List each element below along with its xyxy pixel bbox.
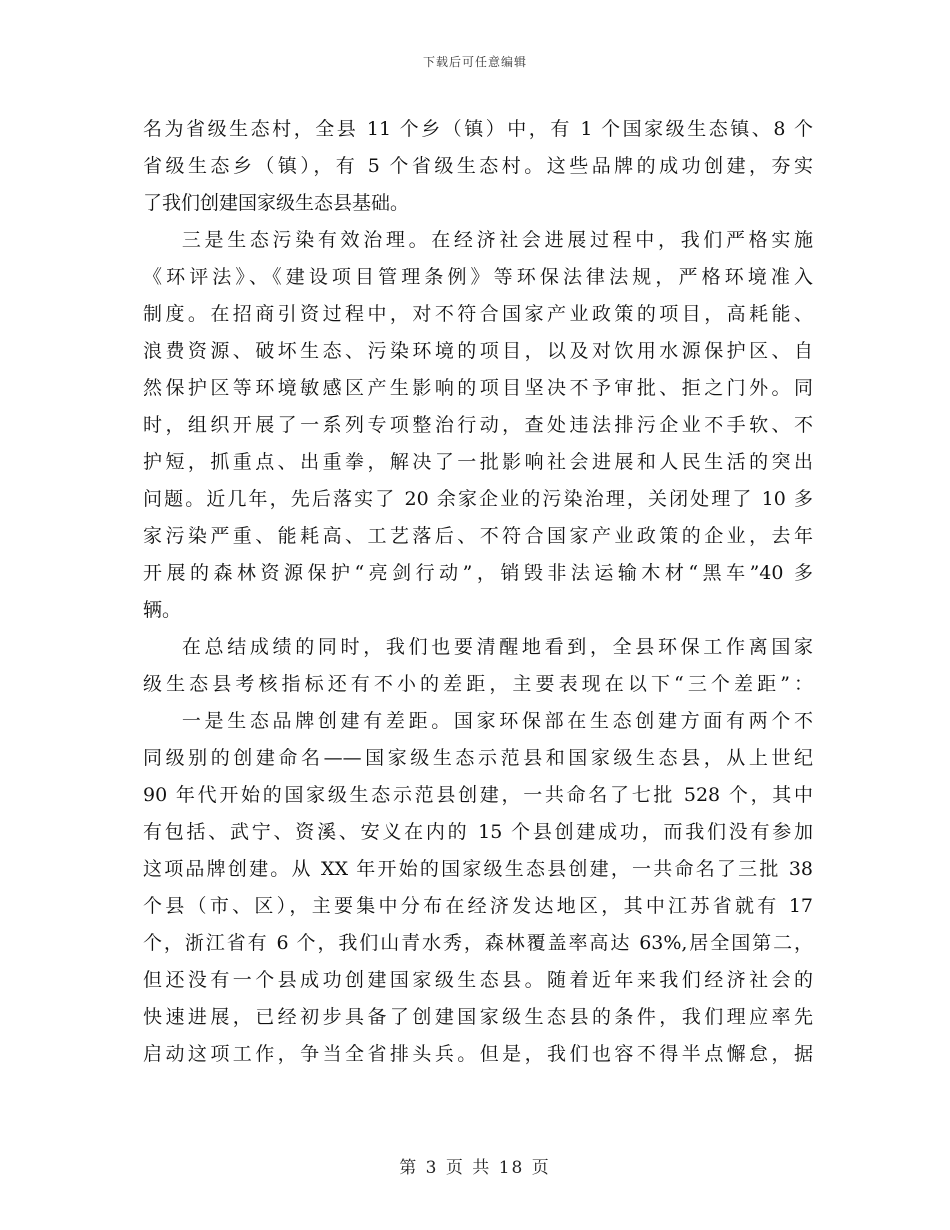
text-line: 个，浙江省有 6 个，我们山青水秀，森林覆盖率高达 63%,居全国第二，	[143, 932, 813, 954]
text-line: 快速进展，已经初步具备了创建国家级生态县的条件，我们理应率先	[143, 1006, 813, 1028]
page-number: 第 3 页 共 18 页	[399, 1158, 551, 1178]
text-line: 但还没有一个县成功创建国家级生态县。随着近年来我们经济社会的	[143, 969, 813, 991]
paragraph	[143, 703, 813, 1073]
text-line: 家污染严重、能耗高、工艺落后、不符合国家产业政策的企业，去年	[143, 525, 813, 547]
text-line: 在总结成绩的同时，我们也要清醒地看到，全县环保工作离国家	[143, 636, 813, 658]
text-line: 三是生态污染有效治理。在经济社会进展过程中，我们严格实施	[143, 229, 813, 251]
paragraph	[143, 629, 813, 703]
text-line: 90 年代开始的国家级生态示范县创建，一共命名了七批 528 个，其中	[143, 784, 813, 806]
text-line: 级生态县考核指标还有不小的差距，主要表现在以下“三个差距”：	[143, 673, 813, 695]
text-line: 辆。	[143, 599, 182, 621]
text-line: 启动这项工作，争当全省排头兵。但是，我们也容不得半点懈怠，据	[143, 1043, 813, 1065]
text-line: 制度。在招商引资过程中，对不符合国家产业政策的项目，高耗能、	[143, 303, 813, 325]
text-line: 有包括、武宁、资溪、安义在内的 15 个县创建成功，而我们没有参加	[143, 821, 813, 843]
text-line: 这项品牌创建。从 XX 年开始的国家级生态县创建，一共命名了三批 38	[143, 858, 813, 880]
text-line: 省级生态乡（镇），有 5 个省级生态村。这些品牌的成功创建，夯实	[143, 155, 813, 177]
paragraph	[143, 111, 813, 222]
text-line: 了我们创建国家级生态县基础。	[143, 192, 410, 214]
text-line: 《环评法》、《建设项目管理条例》等环保法律法规，严格环境准入	[143, 266, 813, 288]
text-line: 开展的森林资源保护“亮剑行动”，销毁非法运输木材“黑车”40 多	[143, 562, 813, 584]
text-line: 问题。近几年，先后落实了 20 余家企业的污染治理，关闭处理了 10 多	[143, 488, 813, 510]
paragraph	[143, 222, 813, 629]
text-line: 然保护区等环境敏感区产生影响的项目坚决不予审批、拒之门外。同	[143, 377, 813, 399]
text-line: 名为省级生态村，全县 11 个乡（镇）中，有 1 个国家级生态镇、8 个	[143, 118, 813, 140]
document-body	[143, 111, 813, 1073]
page-header: 下载后可任意编辑	[422, 55, 527, 69]
text-line: 浪费资源、破坏生态、污染环境的项目，以及对饮用水源保护区、自	[143, 340, 813, 362]
text-line: 同级别的创建命名——国家级生态示范县和国家级生态县，从上世纪	[143, 747, 813, 769]
text-line: 个县（市、区），主要集中分布在经济发达地区，其中江苏省就有 17	[143, 895, 813, 917]
text-line: 一是生态品牌创建有差距。国家环保部在生态创建方面有两个不	[143, 710, 813, 732]
text-line: 时，组织开展了一系列专项整治行动，查处违法排污企业不手软、不	[143, 414, 813, 436]
text-line: 护短，抓重点、出重拳，解决了一批影响社会进展和人民生活的突出	[143, 451, 813, 473]
